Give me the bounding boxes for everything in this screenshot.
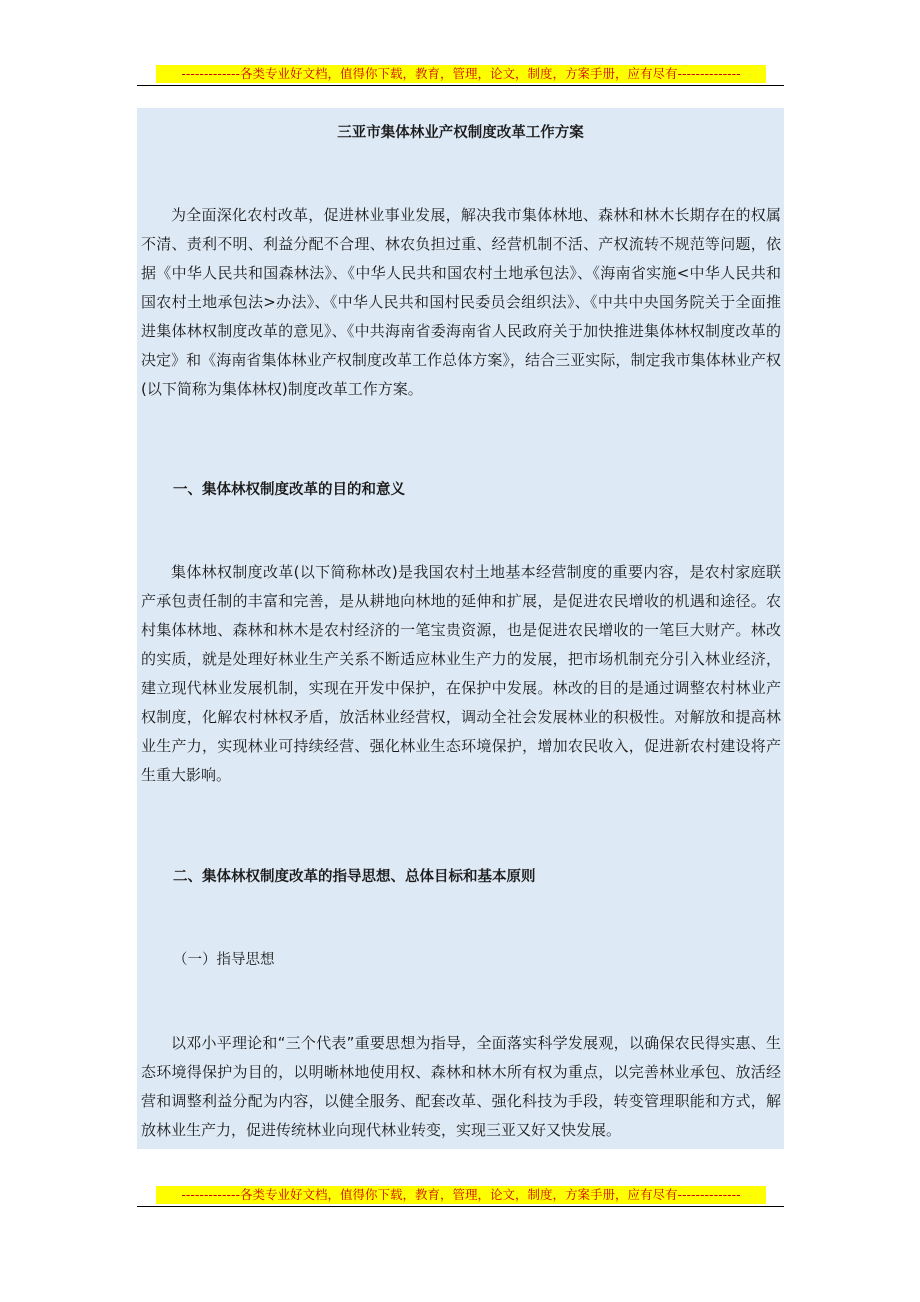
intro-text: 为全面深化农村改革，促进林业事业发展，解决我市集体林地、森林和林木长期存在的权属不清、责利不明、利益分配不合理、林农负担过重、经营机制不活、产权流转不规范等问题，依据《中华人民共和国森林法》、《中华人民共和国农村土地承包法》、《海南省实施<中华人民共和国农村土地承包法>办法》、《中华人民共和国村民委员会组织法》、《中共中央国务院关于全面推进集体林权制度改革的意见》、《中共海南省委海南省人民政府关于加快推进集体林权制度改革的决定》和《海南省集体林业产权制度改革工作总体方案》，结合三亚实际，制定我市集体林业产权(以下简称为集体林权)制度改革工作方案。 — [141, 206, 781, 398]
document-title: 三亚市集体林业产权制度改革工作方案 — [337, 125, 584, 141]
section2-heading: 二、集体林权制度改革的指导思想、总体目标和基本原则 — [173, 869, 536, 885]
section1-text: 集体林权制度改革(以下简称林改)是我国农村土地基本经营制度的重要内容，是农村家庭联产承包责任制的丰富和完善，是从耕地向林地的延伸和扩展，是促进农民增收的机遇和途径。农村集体林地、森林和林木是农村经济的一笔宝贵资源，也是促进农民增收的一笔巨大财产。林改的实质，就是处理好林业生产关系不断适应林业生产力的发展，把市场机制充分引入林业经济，建立现代林业发展机制，实现在开发中保护，在保护中发展。林改的目的是通过调整农村林业产权制度，化解农村林权矛盾，放活林业经营权，调动全社会发展林业的积极性。对解放和提高林业生产力，实现林业可持续经营、强化林业生态环境保护，增加农民收入，促进新农村建设将产生重大影响。 — [141, 563, 781, 784]
section1-paragraph — [141, 558, 781, 790]
header-rule — [137, 85, 784, 86]
footer-rule — [137, 1206, 784, 1207]
subsection1-paragraph — [141, 1029, 781, 1145]
footer-banner: -------------各类专业好文档，值得你下载，教育，管理，论文，制度，方案手册，应有尽有-------------- — [156, 1186, 766, 1204]
subsection1-text: 以邓小平理论和“三个代表”重要思想为指导，全面落实科学发展观，以确保农民得实惠、生态环境得保护为目的，以明晰林地使用权、森林和林木所有权为重点，以完善林业承包、放活经营和调整利益分配为内容，以健全服务、配套改革、强化科技为手段，转变管理职能和方式，解放林业生产力，促进传统林业向现代林业转变，实现三亚又好又快发展。 — [141, 1034, 781, 1139]
subsection1-heading: （一）指导思想 — [173, 952, 275, 968]
header-banner: -------------各类专业好文档，值得你下载，教育，管理，论文，制度，方案手册，应有尽有-------------- — [156, 65, 766, 83]
section1-heading: 一、集体林权制度改革的目的和意义 — [173, 482, 405, 498]
document-body — [137, 108, 784, 1149]
intro-paragraph — [141, 201, 781, 404]
